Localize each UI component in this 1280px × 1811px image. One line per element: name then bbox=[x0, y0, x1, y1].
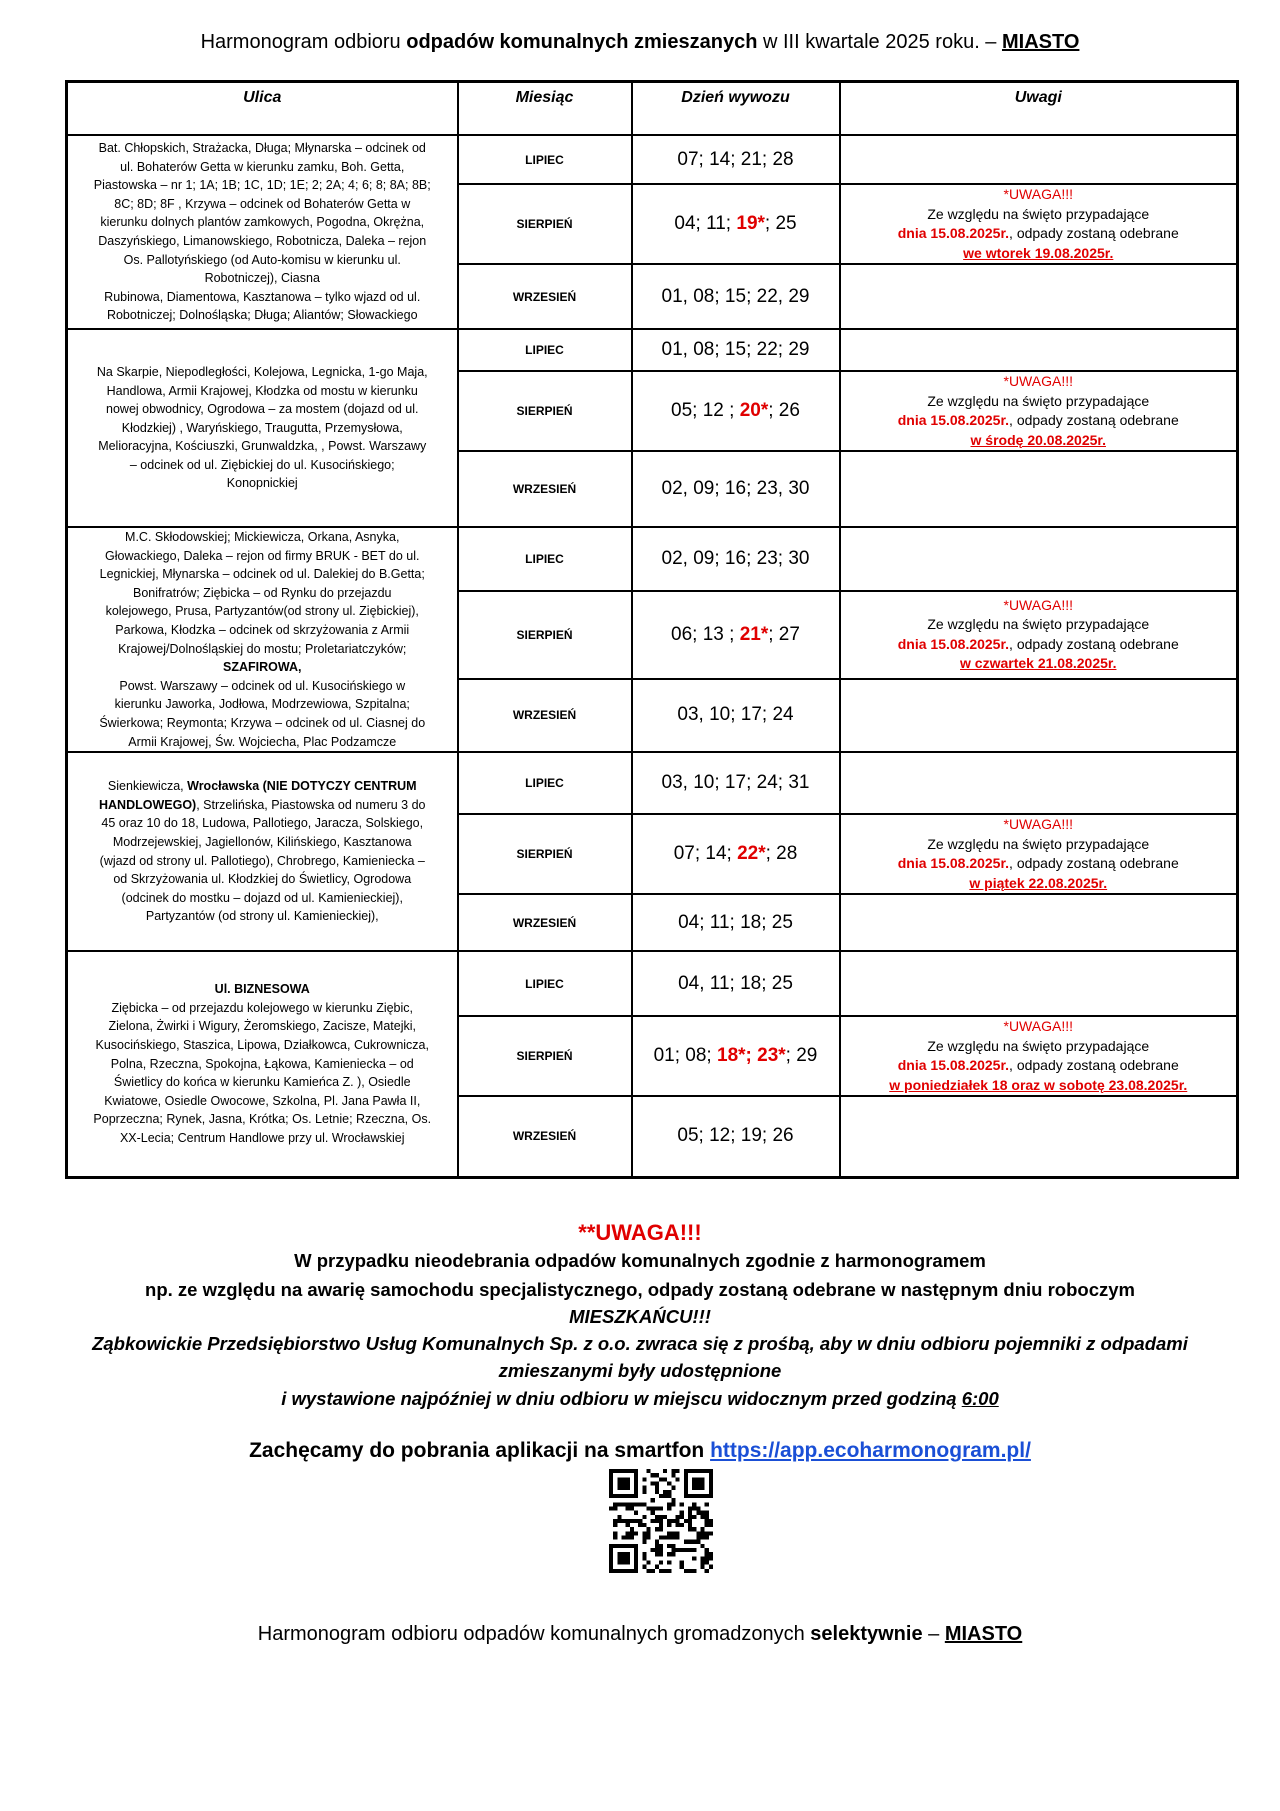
note-line: Ze względu na święto przypadające bbox=[927, 392, 1150, 409]
note-cell bbox=[840, 1016, 1238, 1096]
day-list: ; 29 bbox=[785, 1045, 818, 1067]
note-cell bbox=[840, 679, 1238, 753]
days-cell bbox=[632, 591, 840, 679]
day-list: 01; 08; bbox=[653, 1045, 717, 1067]
day-list: 01, 08; 15; 22; 29 bbox=[661, 339, 810, 360]
day-list: 04; 11; bbox=[674, 213, 737, 234]
streets-cell bbox=[67, 329, 458, 527]
footer-uwaga: **UWAGA!!! bbox=[578, 1220, 702, 1245]
qr-code-icon[interactable] bbox=[609, 1469, 713, 1573]
month-cell: SIERPIEŃ bbox=[458, 1016, 632, 1096]
footer-line: np. ze względu na awarię samochodu specjalistycznego, odpady zostaną odebrane w następnym dniu roboczym bbox=[145, 1279, 1135, 1300]
note-line bbox=[841, 224, 1237, 244]
days-cell bbox=[632, 264, 840, 329]
day-list: ; 27 bbox=[768, 623, 800, 645]
street-line: Zielona, Żwirki i Wigury, Żeromskiego, Zacisze, Matejki, bbox=[108, 1019, 416, 1034]
note-uwaga: *UWAGA!!! bbox=[1003, 186, 1073, 202]
note-cell bbox=[840, 894, 1238, 951]
month-cell: SIERPIEŃ bbox=[458, 371, 632, 451]
note-cell bbox=[840, 951, 1238, 1016]
schedule-row bbox=[67, 527, 1238, 591]
streets-cell bbox=[67, 135, 458, 329]
day-list: ; 28 bbox=[765, 843, 798, 865]
street-line: Świerkowa; Reymonta; Krzywa – odcinek od ul. Ciasnej do bbox=[99, 715, 426, 730]
note-text: , odpady zostaną odebrane bbox=[1009, 635, 1179, 652]
street-line: Konopnickiej bbox=[226, 476, 298, 491]
note-uwaga: *UWAGA!!! bbox=[1003, 373, 1073, 389]
note-date: dnia 15.08.2025r. bbox=[897, 225, 1010, 241]
days-cell bbox=[632, 894, 840, 951]
note-line: Ze względu na święto przypadające bbox=[927, 835, 1150, 852]
month-cell: SIERPIEŃ bbox=[458, 591, 632, 679]
note-cell bbox=[840, 752, 1238, 814]
month-cell: LIPIEC bbox=[458, 951, 632, 1016]
note-line bbox=[841, 854, 1237, 874]
month-cell: SIERPIEŃ bbox=[458, 814, 632, 894]
footer-line-text: i wystawione najpóźniej w dniu odbioru w miejscu widocznym przed godziną bbox=[281, 1388, 962, 1409]
street-line: nowej obwodnicy, Ogrodowa – za mostem (dojazd od ul. bbox=[106, 402, 419, 417]
note-line: Ze względu na święto przypadające bbox=[927, 1037, 1150, 1054]
street-line: Legnickiej, Młynarska – odcinek od ul. Dalekiej do B.Getta; bbox=[99, 567, 425, 582]
note-line bbox=[841, 635, 1237, 655]
day-list: 02, 09; 16; 23, 30 bbox=[661, 478, 810, 499]
days-cell bbox=[632, 527, 840, 591]
title-text-2: w III kwartale 2025 roku. – bbox=[757, 31, 1002, 53]
day-list: 05; 12; 19; 26 bbox=[677, 1125, 794, 1147]
schedule-row bbox=[67, 329, 1238, 371]
month-cell: WRZESIEŃ bbox=[458, 264, 632, 329]
note-cell bbox=[840, 814, 1238, 894]
street-line: Głowackiego, Daleka – rejon od firmy BRUK - BET do ul. bbox=[105, 548, 420, 563]
days-cell bbox=[632, 184, 840, 264]
street-line: Poprzeczna; Rynek, Jasna, Krótka; Os. Letnie; Rzeczna, Os. bbox=[93, 1112, 432, 1127]
note-cell bbox=[840, 591, 1238, 679]
street-line: Daszyńskiego, Limanowskiego, Robotnicza, Daleka – rejon bbox=[98, 234, 427, 248]
street-line: Handlowa, Armii Krajowej, Kłodzka od mostu w kierunku bbox=[106, 383, 418, 398]
days-cell bbox=[632, 1096, 840, 1177]
note-text: , odpady zostaną odebrane bbox=[1009, 412, 1179, 428]
month-cell: SIERPIEŃ bbox=[458, 184, 632, 264]
col-header-dzien: Dzień wywozu bbox=[632, 82, 840, 136]
note-pickup-date: we wtorek 19.08.2025r. bbox=[963, 244, 1114, 261]
streets-cell bbox=[67, 752, 458, 951]
street-line: Sienkiewicza, Wrocławska (NIE DOTYCZY CENTRUM bbox=[107, 779, 417, 794]
street-line: Krajowej/Dolnośląskiej do mostu; Proletariatczyków; bbox=[118, 641, 407, 656]
street-line: M.C. Skłodowskiej; Mickiewicza, Orkana, Asnyka, bbox=[125, 530, 400, 544]
col-header-uwagi: Uwagi bbox=[840, 82, 1238, 136]
street-line: kierunku Jaworka, Jodłowa, Modrzewiowa, Szpitalna; bbox=[114, 697, 410, 712]
street-line: Ul. BIZNESOWA bbox=[214, 982, 310, 997]
day-list: 07; 14; bbox=[673, 843, 738, 865]
note-date: dnia 15.08.2025r. bbox=[897, 855, 1010, 872]
header-row bbox=[67, 82, 1238, 136]
month-cell: WRZESIEŃ bbox=[458, 679, 632, 753]
note-pickup-date: w piątek 22.08.2025r. bbox=[969, 874, 1108, 891]
street-line: HANDLOWEGO), Strzelińska, Piastowska od numeru 3 do bbox=[99, 797, 426, 812]
day-list: 06; 13 ; bbox=[671, 623, 740, 645]
note-line bbox=[841, 411, 1237, 431]
street-line: 45 oraz 10 do 18, Ludowa, Pallotiego, Jaracza, Solskiego, bbox=[101, 816, 424, 831]
col-header-miesiac: Miesiąc bbox=[458, 82, 632, 136]
day-list: 05; 12 ; bbox=[671, 400, 740, 421]
street-line: ul. Bohaterów Getta w kierunku zamku, Boh. Getta, bbox=[120, 159, 405, 174]
title-city: MIASTO bbox=[1001, 31, 1080, 53]
note-uwaga: *UWAGA!!! bbox=[1003, 816, 1073, 833]
note-pickup-date: w czwartek 21.08.2025r. bbox=[960, 655, 1117, 672]
note-text: , odpady zostaną odebrane bbox=[1009, 225, 1179, 241]
day-list: ; 25 bbox=[764, 213, 797, 234]
street-line: Bat. Chłopskich, Strażacka, Długa; Młynarska – odcinek od bbox=[98, 141, 426, 156]
footer-line: Ząbkowickie Przedsiębiorstwo Usług Komunalnych Sp. z o.o. zwraca się z prośbą, aby w dniu odbioru pojemniki z odpadami bbox=[92, 1333, 1188, 1354]
street-line: Polna, Rzeczna, Spokojna, Łąkowa, Kamieniecka – od bbox=[110, 1056, 414, 1071]
note-pickup-date: w środę 20.08.2025r. bbox=[970, 431, 1106, 448]
note-cell bbox=[840, 451, 1238, 527]
schedule-row bbox=[67, 752, 1238, 814]
street-line: 8C; 8D; 8F , Krzywa – odcinek od Bohaterów Getta w bbox=[114, 196, 411, 211]
note-date: dnia 15.08.2025r. bbox=[897, 1057, 1010, 1074]
note-line: Ze względu na święto przypadające bbox=[927, 616, 1150, 633]
days-cell bbox=[632, 371, 840, 451]
title-text: Harmonogram odbioru bbox=[200, 31, 407, 53]
footer-line bbox=[0, 1388, 1280, 1410]
schedule-row bbox=[67, 135, 1238, 184]
street-line: Powst. Warszawy – odcinek od ul. Kusocińskiego w bbox=[119, 678, 406, 693]
street-line: od Skrzyżowania ul. Kłodzkiej do Świetlicy, Ogrodowa bbox=[113, 872, 412, 887]
street-line: Armii Krajowej, Św. Wojciecha, Plac Podzamcze bbox=[128, 734, 397, 749]
title-bold-text: odpadów komunalnych zmieszanych bbox=[406, 31, 758, 53]
street-line: Ziębicka – od przejazdu kolejowego w kierunku Ziębic, bbox=[111, 1000, 414, 1015]
days-cell bbox=[632, 451, 840, 527]
streets-cell bbox=[67, 951, 458, 1177]
footer-line: zmieszanymi były udostępnione bbox=[498, 1360, 782, 1381]
holiday-day: 22* bbox=[737, 843, 766, 865]
note-cell bbox=[840, 264, 1238, 329]
day-list: 07; 14; 21; 28 bbox=[677, 148, 794, 170]
note-cell bbox=[840, 1096, 1238, 1177]
day-list: 02, 09; 16; 23; 30 bbox=[661, 547, 810, 569]
street-line: Na Skarpie, Niepodległości, Kolejowa, Legnicka, 1-go Maja, bbox=[96, 364, 428, 379]
month-cell: WRZESIEŃ bbox=[458, 894, 632, 951]
day-list: 04; 11; 18; 25 bbox=[678, 911, 793, 933]
note-cell bbox=[840, 527, 1238, 591]
holiday-day: 19* bbox=[736, 213, 765, 234]
street-line: (odcinek do mostku – dojazd od ul. Kamienieckiej), bbox=[121, 890, 403, 905]
day-list: 01, 08; 15; 22, 29 bbox=[661, 285, 810, 307]
street-line: Melioracyjna, Kościuszki, Grunwaldzka, , Powst. Warszawy bbox=[98, 439, 427, 454]
holiday-day: 18*; 23* bbox=[717, 1045, 786, 1067]
days-cell bbox=[632, 951, 840, 1016]
days-cell bbox=[632, 752, 840, 814]
day-list: ; 26 bbox=[768, 400, 800, 421]
days-cell bbox=[632, 1016, 840, 1096]
month-cell: WRZESIEŃ bbox=[458, 1096, 632, 1177]
street-line: Parkowa, Kłodzka – odcinek od skrzyżowania z Armii bbox=[115, 622, 410, 637]
day-list: 03, 10; 17; 24 bbox=[677, 704, 794, 726]
days-cell bbox=[632, 814, 840, 894]
note-cell bbox=[840, 184, 1238, 264]
street-line: Bonifratrów; Ziębicka – od Rynku do przejazdu bbox=[133, 585, 392, 600]
streets-cell bbox=[67, 527, 458, 752]
month-cell: LIPIEC bbox=[458, 135, 632, 184]
street-line: Kwiatowe, Osiedle Owocowe, Szkolna, Pl. Jana Pawła II, bbox=[104, 1093, 421, 1108]
note-cell bbox=[840, 135, 1238, 184]
street-line: – odcinek od ul. Ziębickiej do ul. Kusocińskiego; bbox=[129, 457, 395, 472]
days-cell bbox=[632, 329, 840, 371]
street-line: Robotniczej), Ciasna bbox=[204, 271, 320, 286]
page-title bbox=[0, 31, 1280, 54]
street-line: XX-Lecia; Centrum Handlowe przy ul. Wrocławskiej bbox=[119, 1130, 405, 1145]
footer-time: 6:00 bbox=[961, 1388, 999, 1409]
street-line: kolejowego, Prusa, Partyzantów(od strony ul. Ziębickiej), bbox=[105, 604, 419, 619]
street-line: Partyzantów (od strony ul. Kamienieckiej), bbox=[145, 909, 379, 924]
month-cell: LIPIEC bbox=[458, 752, 632, 814]
day-list: 04, 11; 18; 25 bbox=[678, 972, 793, 994]
note-line: Ze względu na święto przypadające bbox=[927, 205, 1150, 222]
holiday-day: 20* bbox=[739, 400, 769, 421]
holiday-day: 21* bbox=[739, 623, 769, 645]
street-line: (wjazd od strony ul. Pallotiego), Chrobrego, Kamieniecka – bbox=[99, 853, 425, 868]
col-header-ulica: Ulica bbox=[67, 82, 458, 136]
note-uwaga: *UWAGA!!! bbox=[1003, 1018, 1073, 1035]
note-text: , odpady zostaną odebrane bbox=[1009, 855, 1179, 872]
street-line: Świetlicy do końca w kierunku Kamieńca Z. ), Osiedle bbox=[113, 1075, 411, 1090]
note-line bbox=[841, 1056, 1237, 1076]
note-date: dnia 15.08.2025r. bbox=[897, 412, 1010, 428]
app-link[interactable]: https://app.ecoharmonogram.pl/ bbox=[710, 1439, 1031, 1462]
street-line: SZAFIROWA, bbox=[223, 660, 302, 675]
days-cell bbox=[632, 679, 840, 753]
title-bold-text: selektywnie bbox=[810, 1623, 923, 1645]
days-cell bbox=[632, 135, 840, 184]
footer-line: W przypadku nieodebrania odpadów komunalnych zgodnie z harmonogramem bbox=[294, 1250, 986, 1271]
app-promo-text: Zachęcamy do pobrania aplikacji na smartfon bbox=[249, 1439, 711, 1462]
street-line: Kusocińskiego, Staszica, Lipowa, Działkowca, Cukrownicza, bbox=[95, 1037, 429, 1052]
note-uwaga: *UWAGA!!! bbox=[1003, 596, 1073, 613]
month-cell: LIPIEC bbox=[458, 527, 632, 591]
street-line: Modrzejewskiej, Jagiellonów, Kilińskiego, Kasztanowa bbox=[112, 835, 412, 850]
street-line: Piastowska – nr 1; 1A; 1B; 1C, 1D; 1E; 2; 2A; 4; 6; 8; 8A; 8B; bbox=[93, 178, 431, 193]
street-line: Rubinowa, Diamentowa, Kasztanowa – tylko wjazd od ul. bbox=[104, 289, 421, 304]
street-line: Kłodzkiej) , Waryńskiego, Traugutta, Przemysłowa, bbox=[121, 420, 403, 435]
street-line: Robotniczej; Dolnośląska; Długa; Aliantów; Słowackiego bbox=[106, 308, 418, 323]
note-cell bbox=[840, 329, 1238, 371]
schedule-table bbox=[65, 80, 1239, 1179]
title-text: Harmonogram odbioru odpadów komunalnych gromadzonych bbox=[257, 1623, 811, 1645]
note-pickup-date: w poniedziałek 18 oraz w sobotę 23.08.2025r. bbox=[889, 1076, 1188, 1093]
footer-line: MIESZKAŃCU!!! bbox=[569, 1306, 711, 1327]
note-cell bbox=[840, 371, 1238, 451]
month-cell: LIPIEC bbox=[458, 329, 632, 371]
month-cell: WRZESIEŃ bbox=[458, 451, 632, 527]
street-line: Os. Pallotyńskiego (od Auto-komisu w kierunku ul. bbox=[123, 252, 401, 267]
note-date: dnia 15.08.2025r. bbox=[897, 635, 1010, 652]
day-list: 03, 10; 17; 24; 31 bbox=[661, 772, 810, 794]
street-line: kierunku dolnych plantów zamkowych, Pogodna, Okrężna, bbox=[100, 215, 425, 230]
app-promo bbox=[0, 1439, 1280, 1463]
title-city: MIASTO bbox=[944, 1623, 1023, 1645]
second-title bbox=[0, 1623, 1280, 1646]
title-text-2: – bbox=[922, 1623, 945, 1645]
schedule-row bbox=[67, 951, 1238, 1016]
note-text: , odpady zostaną odebrane bbox=[1009, 1057, 1179, 1074]
